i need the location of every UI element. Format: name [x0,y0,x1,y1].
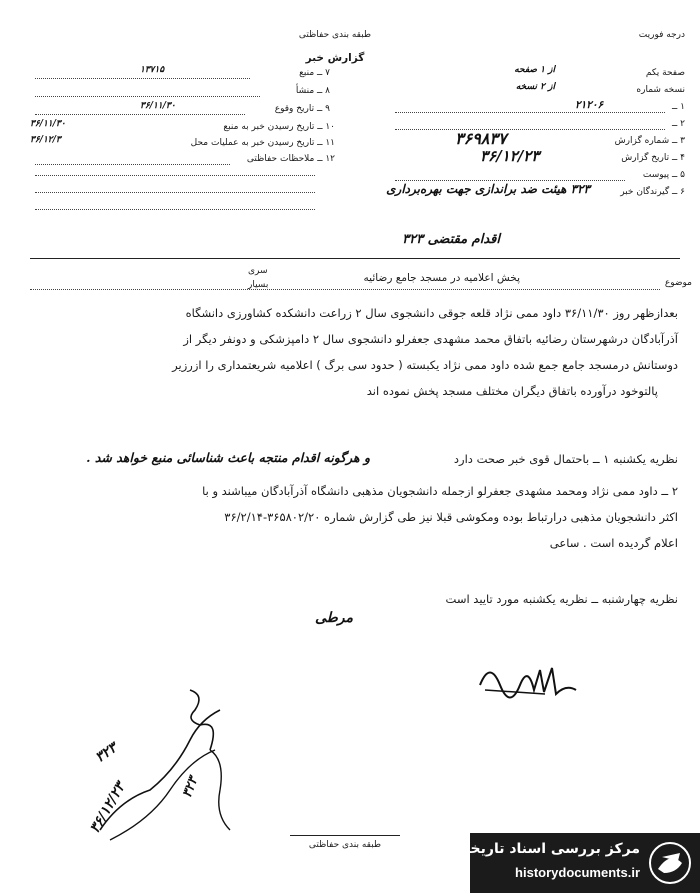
right-fields [386,65,685,201]
field-source-date: ۱۰ ــ تاریخ رسیدن خبر به منبع ۳۶/۱۱/۳۰ [30,119,335,132]
field-2: ۲ ــ [395,116,685,133]
field-occurrence-date: ۹ ــ تاریخ وقوع ۳۶/۱۱/۳۰ [30,101,330,119]
detail-line-2: اکثر دانشجویان مذهبی درارتباط بوده ومکوشی قبلا نیز طی گزارش شماره ۳۶۵۸۰۲/۲۰-۳۶/۲/۱۴ [224,510,678,524]
handwritten-note: و هرگونه اقدام منتجه باعث شناسائی منبع خواهد شد . [86,450,370,465]
margin-note-2: ۳۶/۱۲/۲۳ [86,780,129,836]
report-title: گزارش خبر [305,52,365,64]
body-paragraph [20,300,678,404]
signature-text: مرطی [315,610,354,626]
body-line-4: پالتوخود درآورده باتفاق دیگران مختلف مسجد پخش نموده اند [366,384,658,398]
field-recipients: ۶ ــ گیرندگان خبر ۳۲۳ هیئت ضد براندازی جهت بهره‌برداری [386,182,685,197]
action-note: اقدام مقتضی ۳۲۳ [402,232,500,247]
field-security-notes: ۱۲ ــ ملاحظات حفاظتی [30,151,330,169]
margin-note-1: ۳۲۳ [92,739,121,767]
subject-text: پخش اعلامیه در مسجد جامع رضائیه [363,272,520,284]
field-page: صفحة یکم از ۱ صفحه [514,65,685,78]
body-line-3: دوستانش درمسجد جامع جمع شده داود ممی نژاد یکبسته ( حدود سی برگ ) اعلامیه شریعتمداری را ازرزیر [172,358,678,372]
watermark-title: مرکز بررسی اسناد تاریخی [456,841,640,857]
secret-stamp: سری [248,266,268,276]
evaluation-line: نظریه یکشنبه ۱ ــ باحتمال قوی خبر صحت دارد [453,452,678,466]
field-report-number: ۳ ــ شماره گزارش ۳۶۹۸۳۷ [455,129,685,148]
archive-logo-icon [648,841,692,885]
priority-label: درجه فوریت [638,30,685,40]
detail-line-1: ۲ ــ داود ممی نژاد ومحمد مشهدی جعفرلو ازجمله دانشجویان مذهبی دانشگاه آذرآبادگان میباشند و با [202,484,678,498]
watermark-box [456,833,700,893]
field-report-date: ۴ ــ تاریخ گزارش ۳۶/۱۲/۲۳ [480,147,685,165]
classification-label: طبقه بندی حفاظتی [298,30,372,40]
field-1: ۱ ــ ۲۱۲۰۶ [395,99,685,116]
secret-sub: بسیار [248,280,269,290]
field-copy: نسخه شماره از ۲ نسخه [515,82,685,95]
margin-annotation-scribble [80,680,270,860]
field-attachment: ۵ ــ پیوست [395,167,685,184]
margin-note-3: ۳۲۳ [179,775,202,800]
subject-divider [30,258,680,259]
detail-line-3: اعلام گردیده است . ساعی [549,536,678,550]
field-source: ۷ ــ منبع ۱۳۷۱۵ [30,65,330,83]
body-line-1: بعدازظهر روز ۳۶/۱۱/۳۰ داود ممی نژاد قلعه جوقی دانشجوی سال ۲ زراعت دانشکده کشاورزی دانشگاه [185,306,678,320]
footer-rule [290,835,400,836]
footer-classification: طبقه بندی حفاظتی [308,840,382,850]
signature-scribble-1 [470,655,590,715]
left-fields [30,65,335,210]
subject-label: موضوع [664,278,692,288]
field-operation-date: ۱۱ ــ تاریخ رسیدن خبر به عملیات محل ۳۶/۱۲/۳ [30,135,335,148]
watermark-url: historydocuments.ir [515,865,640,880]
body-line-2: آذرآبادگان درشهرستان رضائیه باتفاق محمد مشهدی جعفرلو دانشجوی سال ۲ دامپزشکی و دونفر دیگر از [183,332,678,346]
field-origin: ۸ ــ منشأ [30,83,330,101]
final-line: نظریه چهارشنبه ــ نظریه یکشنبه مورد تایید است [445,592,678,606]
detail-paragraph [20,478,678,556]
